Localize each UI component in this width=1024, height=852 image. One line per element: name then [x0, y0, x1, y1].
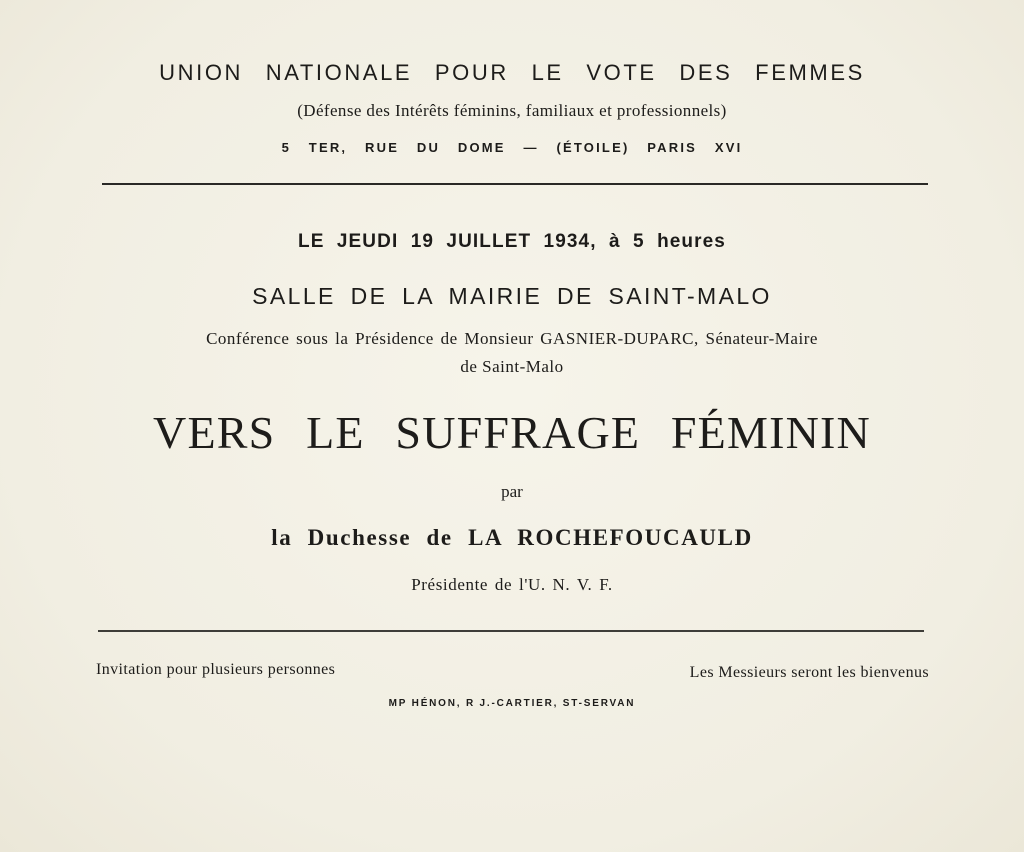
talk-by: par	[501, 482, 523, 501]
event-presidency-continued: de Saint-Malo	[460, 357, 564, 376]
gentlemen-welcome-note: Les Messieurs seront les bienvenus	[689, 664, 929, 681]
speaker-role: Présidente de l'U. N. V. F.	[411, 575, 613, 594]
event-venue: SALLE DE LA MAIRIE DE SAINT-MALO	[252, 283, 772, 309]
talk-title: VERS LE SUFFRAGE FÉMININ	[153, 407, 871, 458]
printer-credit: MP HÉNON, R J.-CARTIER, ST-SERVAN	[388, 698, 636, 709]
event-date: LE JEUDI 19 JUILLET 1934, à 5 heures	[298, 231, 726, 252]
organization-name: UNION NATIONALE POUR LE VOTE DES FEMMES	[159, 60, 865, 85]
event-presidency: Conférence sous la Présidence de Monsieur GASNIER-DUPARC, Sénateur-Maire	[206, 329, 818, 348]
bottom-divider	[98, 630, 924, 632]
top-divider	[102, 183, 928, 185]
invitation-note: Invitation pour plusieurs personnes	[96, 661, 336, 678]
organization-subtitle: (Défense des Intérêts féminins, familiaux et professionnels)	[297, 101, 727, 120]
organization-address: 5 TER, RUE DU DOME — (ÉTOILE) PARIS XVI	[281, 140, 743, 155]
speaker-name: la Duchesse de LA ROCHEFOUCAULD	[271, 525, 753, 550]
